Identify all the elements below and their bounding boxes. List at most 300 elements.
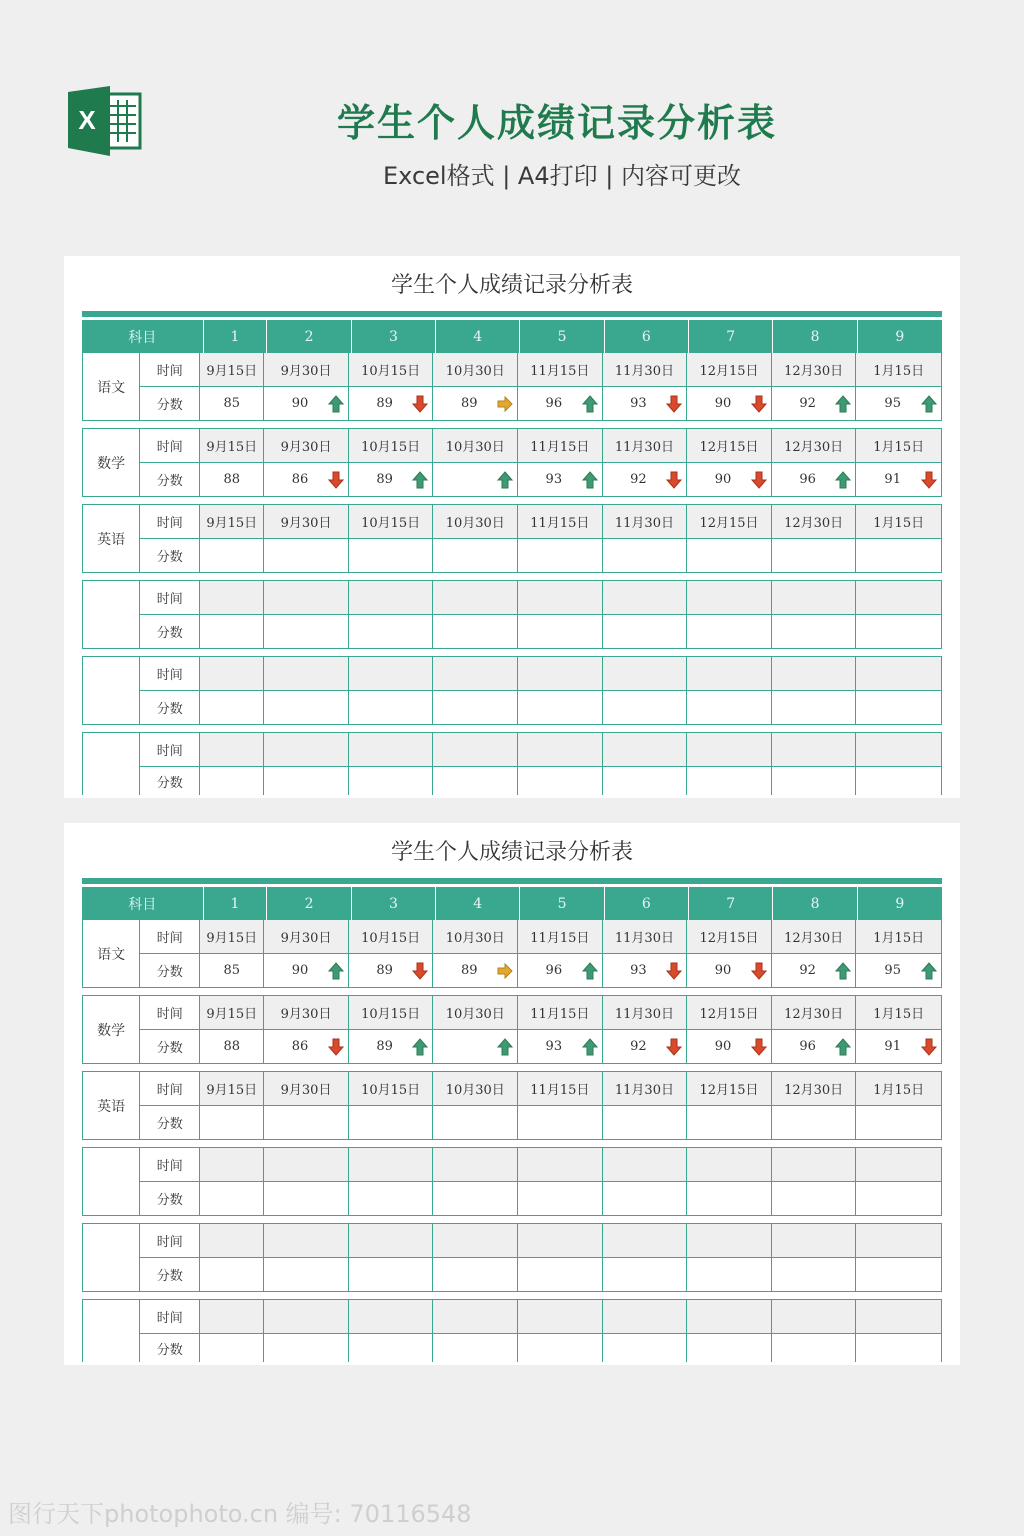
- date-cell[interactable]: [264, 733, 349, 766]
- score-cell[interactable]: [856, 1182, 941, 1215]
- date-cell[interactable]: [772, 657, 857, 690]
- trend-down-icon: [751, 962, 767, 980]
- score-cell[interactable]: [264, 1334, 349, 1362]
- date-cell[interactable]: [772, 1300, 857, 1333]
- score-row: [140, 1029, 941, 1063]
- date-cell[interactable]: [687, 1300, 772, 1333]
- date-cell[interactable]: [518, 581, 603, 614]
- score-cell[interactable]: [264, 539, 349, 572]
- score-cell[interactable]: [349, 615, 434, 648]
- score-value: 92: [630, 472, 647, 487]
- score-table: [82, 320, 942, 795]
- date-cell[interactable]: [200, 657, 264, 690]
- score-cell[interactable]: [264, 463, 349, 496]
- score-cell[interactable]: [518, 1182, 603, 1215]
- date-cell[interactable]: [264, 1300, 349, 1333]
- date-cell[interactable]: [856, 1224, 941, 1257]
- score-row: [140, 1333, 941, 1362]
- score-cell[interactable]: [687, 387, 772, 420]
- score-cell[interactable]: [518, 767, 603, 795]
- score-cell[interactable]: [856, 767, 941, 795]
- score-cell[interactable]: [200, 1030, 264, 1063]
- date-cell[interactable]: [200, 581, 264, 614]
- date-value: 10月30日: [445, 1007, 505, 1022]
- header-col: 2: [267, 320, 351, 353]
- date-cell[interactable]: [433, 581, 518, 614]
- score-row: [140, 538, 941, 572]
- subject-name: 英语: [83, 1072, 140, 1139]
- trend-up-icon: [835, 471, 851, 489]
- date-cell[interactable]: [687, 581, 772, 614]
- score-cell[interactable]: [349, 767, 434, 795]
- score-row: [140, 1181, 941, 1215]
- date-value: 12月15日: [699, 1083, 759, 1098]
- score-cell[interactable]: [433, 1182, 518, 1215]
- score-cell[interactable]: [772, 1334, 857, 1362]
- date-value: 9月30日: [280, 440, 332, 455]
- score-cell[interactable]: [603, 1334, 688, 1362]
- score-cell[interactable]: [772, 767, 857, 795]
- score-cell[interactable]: [200, 1106, 264, 1139]
- date-cell[interactable]: [687, 657, 772, 690]
- score-cell[interactable]: [200, 691, 264, 724]
- subject-group: [82, 1147, 942, 1216]
- date-value: 9月15日: [206, 364, 258, 379]
- score-cell[interactable]: [349, 1106, 434, 1139]
- score-cell[interactable]: [603, 1258, 688, 1291]
- date-cell[interactable]: [603, 657, 688, 690]
- score-cell[interactable]: [687, 1258, 772, 1291]
- date-value: 12月15日: [699, 1007, 759, 1022]
- trend-down-icon: [921, 1038, 937, 1056]
- date-cell[interactable]: [349, 733, 434, 766]
- score-cell[interactable]: [687, 1106, 772, 1139]
- date-cell[interactable]: [687, 733, 772, 766]
- date-cell[interactable]: [200, 1224, 264, 1257]
- date-cell[interactable]: [200, 1300, 264, 1333]
- date-cell[interactable]: [772, 505, 857, 538]
- date-cell[interactable]: [264, 1148, 349, 1181]
- date-cell[interactable]: [772, 1224, 857, 1257]
- date-cell[interactable]: [433, 1224, 518, 1257]
- date-cell[interactable]: [603, 1072, 688, 1105]
- date-cell[interactable]: [856, 996, 941, 1029]
- time-label: 时间: [140, 1300, 200, 1333]
- date-cell[interactable]: [264, 996, 349, 1029]
- score-cell[interactable]: [518, 1106, 603, 1139]
- date-value: 1月15日: [873, 1007, 925, 1022]
- trend-down-icon: [412, 962, 428, 980]
- header-subject: 科目: [82, 320, 204, 353]
- date-cell[interactable]: [856, 429, 941, 462]
- time-row: [140, 920, 941, 953]
- time-row: [140, 657, 941, 690]
- date-cell[interactable]: [200, 920, 264, 953]
- score-cell[interactable]: [856, 463, 941, 496]
- date-cell[interactable]: [433, 1072, 518, 1105]
- date-value: 10月15日: [361, 364, 421, 379]
- date-cell[interactable]: [687, 353, 772, 386]
- score-label: 分数: [140, 767, 200, 795]
- score-cell[interactable]: [349, 1030, 434, 1063]
- date-cell[interactable]: [856, 505, 941, 538]
- header-col: 1: [204, 320, 268, 353]
- date-cell[interactable]: [687, 1148, 772, 1181]
- score-cell[interactable]: [687, 539, 772, 572]
- score-cell[interactable]: [687, 767, 772, 795]
- date-cell[interactable]: [200, 996, 264, 1029]
- score-cell[interactable]: [687, 1334, 772, 1362]
- date-cell[interactable]: [856, 581, 941, 614]
- date-cell[interactable]: [687, 996, 772, 1029]
- subject-name: 语文: [83, 353, 140, 420]
- subject-name: 数学: [83, 996, 140, 1063]
- date-cell[interactable]: [264, 657, 349, 690]
- date-cell[interactable]: [433, 505, 518, 538]
- score-cell[interactable]: [200, 767, 264, 795]
- score-cell[interactable]: [603, 463, 688, 496]
- score-cell[interactable]: [518, 539, 603, 572]
- time-row: [140, 1224, 941, 1257]
- date-cell[interactable]: [687, 429, 772, 462]
- trend-down-icon: [328, 1038, 344, 1056]
- header-subject: 科目: [82, 887, 204, 920]
- score-cell[interactable]: [264, 1182, 349, 1215]
- score-cell[interactable]: [518, 463, 603, 496]
- subject-group: [82, 504, 942, 573]
- time-label: 时间: [140, 1224, 200, 1257]
- score-cell[interactable]: [349, 539, 434, 572]
- score-cell[interactable]: [687, 691, 772, 724]
- score-cell[interactable]: [518, 1030, 603, 1063]
- score-cell[interactable]: [264, 387, 349, 420]
- score-cell[interactable]: [433, 615, 518, 648]
- score-cell[interactable]: [856, 1106, 941, 1139]
- subject-name: 语文: [83, 920, 140, 987]
- score-cell[interactable]: [433, 767, 518, 795]
- score-cell[interactable]: [264, 691, 349, 724]
- date-cell[interactable]: [856, 353, 941, 386]
- score-cell[interactable]: [200, 463, 264, 496]
- score-cell[interactable]: [349, 463, 434, 496]
- score-cell[interactable]: [264, 767, 349, 795]
- score-row: [140, 386, 941, 420]
- date-cell[interactable]: [433, 657, 518, 690]
- score-cell[interactable]: [603, 539, 688, 572]
- score-label: 分数: [140, 539, 200, 572]
- score-cell[interactable]: [603, 387, 688, 420]
- time-row: [140, 353, 941, 386]
- score-cell[interactable]: [200, 954, 264, 987]
- score-cell[interactable]: [856, 1258, 941, 1291]
- score-cell[interactable]: [433, 1334, 518, 1362]
- score-cell[interactable]: [349, 691, 434, 724]
- trend-up-icon: [582, 1038, 598, 1056]
- time-label: 时间: [140, 353, 200, 386]
- date-value: 11月30日: [614, 440, 674, 455]
- score-cell[interactable]: [518, 615, 603, 648]
- score-cell[interactable]: [433, 387, 518, 420]
- date-cell[interactable]: [349, 581, 434, 614]
- score-value: 90: [714, 396, 732, 411]
- score-cell[interactable]: [856, 1334, 941, 1362]
- time-label: 时间: [140, 505, 200, 538]
- trend-down-icon: [666, 395, 682, 413]
- score-cell[interactable]: [518, 387, 603, 420]
- date-cell[interactable]: [856, 920, 941, 953]
- score-cell[interactable]: [518, 1258, 603, 1291]
- trend-down-icon: [666, 1038, 682, 1056]
- score-cell[interactable]: [772, 1106, 857, 1139]
- score-cell[interactable]: [264, 1106, 349, 1139]
- date-cell[interactable]: [772, 996, 857, 1029]
- score-cell[interactable]: [856, 691, 941, 724]
- date-cell[interactable]: [518, 429, 603, 462]
- score-cell[interactable]: [687, 615, 772, 648]
- date-cell[interactable]: [264, 1224, 349, 1257]
- time-label: 时间: [140, 429, 200, 462]
- trend-down-icon: [666, 471, 682, 489]
- date-cell[interactable]: [518, 1148, 603, 1181]
- date-cell[interactable]: [349, 429, 434, 462]
- score-cell[interactable]: [603, 615, 688, 648]
- date-cell[interactable]: [433, 920, 518, 953]
- logo-letter: X: [78, 105, 96, 135]
- header-col: 7: [689, 320, 773, 353]
- date-cell[interactable]: [264, 353, 349, 386]
- date-cell[interactable]: [349, 353, 434, 386]
- date-cell[interactable]: [856, 1300, 941, 1333]
- score-cell[interactable]: [433, 954, 518, 987]
- score-cell[interactable]: [603, 1030, 688, 1063]
- subject-group: [82, 732, 942, 795]
- watermark-text: 图行天下photophoto.cn 编号: 70116548: [8, 1500, 472, 1528]
- date-cell[interactable]: [603, 429, 688, 462]
- page-subtitle: Excel格式 | A4打印 | 内容可更改: [383, 162, 741, 190]
- date-cell[interactable]: [772, 1148, 857, 1181]
- score-cell[interactable]: [264, 1030, 349, 1063]
- date-cell[interactable]: [518, 1224, 603, 1257]
- score-cell[interactable]: [772, 691, 857, 724]
- score-cell[interactable]: [518, 1334, 603, 1362]
- date-cell[interactable]: [603, 996, 688, 1029]
- score-cell[interactable]: [603, 691, 688, 724]
- score-cell[interactable]: [687, 1030, 772, 1063]
- score-cell[interactable]: [200, 1334, 264, 1362]
- score-cell[interactable]: [349, 387, 434, 420]
- date-cell[interactable]: [349, 1224, 434, 1257]
- date-cell[interactable]: [518, 1300, 603, 1333]
- score-cell[interactable]: [603, 1182, 688, 1215]
- score-cell[interactable]: [433, 539, 518, 572]
- date-cell[interactable]: [264, 429, 349, 462]
- date-cell[interactable]: [687, 1224, 772, 1257]
- date-cell[interactable]: [349, 1148, 434, 1181]
- date-cell[interactable]: [349, 657, 434, 690]
- date-cell[interactable]: [772, 733, 857, 766]
- date-value: 1月15日: [873, 516, 925, 531]
- score-cell[interactable]: [856, 615, 941, 648]
- date-cell[interactable]: [349, 920, 434, 953]
- header-col: 8: [773, 320, 857, 353]
- date-cell[interactable]: [433, 1148, 518, 1181]
- score-cell[interactable]: [264, 954, 349, 987]
- date-cell[interactable]: [264, 505, 349, 538]
- score-cell[interactable]: [772, 954, 857, 987]
- trend-down-icon: [751, 471, 767, 489]
- score-cell[interactable]: [433, 463, 518, 496]
- date-cell[interactable]: [200, 505, 264, 538]
- score-cell[interactable]: [772, 1258, 857, 1291]
- date-cell[interactable]: [200, 429, 264, 462]
- score-label: 分数: [140, 1030, 200, 1063]
- date-value: 12月30日: [784, 364, 844, 379]
- score-cell[interactable]: [603, 1106, 688, 1139]
- score-cell[interactable]: [518, 691, 603, 724]
- header-col: 7: [689, 887, 773, 920]
- date-cell[interactable]: [349, 505, 434, 538]
- date-cell[interactable]: [772, 353, 857, 386]
- date-cell[interactable]: [433, 429, 518, 462]
- date-cell[interactable]: [856, 733, 941, 766]
- date-cell[interactable]: [603, 1300, 688, 1333]
- score-cell[interactable]: [264, 1258, 349, 1291]
- score-value: 95: [884, 963, 901, 978]
- date-value: 10月15日: [361, 1083, 421, 1098]
- score-cell[interactable]: [264, 615, 349, 648]
- date-value: 11月15日: [530, 440, 590, 455]
- score-cell[interactable]: [772, 387, 857, 420]
- date-cell[interactable]: [603, 1148, 688, 1181]
- score-cell[interactable]: [349, 1334, 434, 1362]
- date-value: 9月15日: [206, 1083, 258, 1098]
- score-cell[interactable]: [200, 387, 264, 420]
- score-cell[interactable]: [433, 1030, 518, 1063]
- date-cell[interactable]: [518, 733, 603, 766]
- score-cell[interactable]: [772, 615, 857, 648]
- date-cell[interactable]: [433, 353, 518, 386]
- date-cell[interactable]: [200, 1072, 264, 1105]
- score-cell[interactable]: [200, 1258, 264, 1291]
- date-cell[interactable]: [518, 657, 603, 690]
- date-cell[interactable]: [603, 733, 688, 766]
- score-value: 93: [545, 472, 563, 487]
- score-cell[interactable]: [603, 767, 688, 795]
- score-cell[interactable]: [687, 954, 772, 987]
- score-value: 92: [630, 1039, 647, 1054]
- date-cell[interactable]: [200, 1148, 264, 1181]
- date-cell[interactable]: [687, 1072, 772, 1105]
- score-cell[interactable]: [433, 1258, 518, 1291]
- score-cell[interactable]: [772, 1030, 857, 1063]
- score-row: [140, 462, 941, 496]
- score-label: 分数: [140, 691, 200, 724]
- score-cell[interactable]: [518, 954, 603, 987]
- trend-down-icon: [412, 395, 428, 413]
- score-cell[interactable]: [687, 463, 772, 496]
- score-cell[interactable]: [772, 463, 857, 496]
- trend-up-icon: [582, 395, 598, 413]
- date-cell[interactable]: [518, 353, 603, 386]
- date-cell[interactable]: [349, 1072, 434, 1105]
- score-label: 分数: [140, 1258, 200, 1291]
- date-value: 12月30日: [784, 1007, 844, 1022]
- subject-name: [83, 733, 140, 795]
- score-cell[interactable]: [687, 1182, 772, 1215]
- date-cell[interactable]: [772, 920, 857, 953]
- date-cell[interactable]: [518, 920, 603, 953]
- date-value: 11月15日: [530, 1007, 590, 1022]
- date-cell[interactable]: [433, 996, 518, 1029]
- date-cell[interactable]: [687, 920, 772, 953]
- date-value: 12月15日: [699, 516, 759, 531]
- score-cell[interactable]: [200, 615, 264, 648]
- date-cell[interactable]: [518, 1072, 603, 1105]
- score-cell[interactable]: [856, 387, 941, 420]
- date-cell[interactable]: [856, 1072, 941, 1105]
- date-value: 9月15日: [206, 931, 258, 946]
- time-label: 时间: [140, 1148, 200, 1181]
- date-cell[interactable]: [433, 1300, 518, 1333]
- time-label: 时间: [140, 996, 200, 1029]
- score-cell[interactable]: [772, 539, 857, 572]
- date-cell[interactable]: [772, 429, 857, 462]
- score-cell[interactable]: [200, 539, 264, 572]
- date-cell[interactable]: [603, 1224, 688, 1257]
- date-cell[interactable]: [349, 1300, 434, 1333]
- date-cell[interactable]: [433, 733, 518, 766]
- trend-up-icon: [328, 395, 344, 413]
- date-cell[interactable]: [264, 1072, 349, 1105]
- score-cell[interactable]: [349, 1258, 434, 1291]
- date-cell[interactable]: [856, 1148, 941, 1181]
- date-cell[interactable]: [603, 505, 688, 538]
- date-cell[interactable]: [603, 581, 688, 614]
- sheet-title: 学生个人成绩记录分析表: [390, 273, 633, 298]
- score-value: 90: [714, 963, 732, 978]
- time-row: [140, 1072, 941, 1105]
- score-cell[interactable]: [349, 1182, 434, 1215]
- score-cell[interactable]: [772, 1182, 857, 1215]
- sheet-title-bar: [82, 878, 942, 884]
- date-cell[interactable]: [687, 505, 772, 538]
- score-cell[interactable]: [433, 691, 518, 724]
- score-cell[interactable]: [200, 1182, 264, 1215]
- score-cell[interactable]: [433, 1106, 518, 1139]
- date-cell[interactable]: [856, 657, 941, 690]
- score-cell[interactable]: [603, 954, 688, 987]
- date-cell[interactable]: [349, 996, 434, 1029]
- score-cell[interactable]: [856, 539, 941, 572]
- trend-up-icon: [497, 471, 513, 489]
- date-cell[interactable]: [264, 920, 349, 953]
- trend-up-icon: [582, 962, 598, 980]
- date-cell[interactable]: [518, 996, 603, 1029]
- subject-group: [82, 428, 942, 497]
- date-cell[interactable]: [603, 920, 688, 953]
- date-cell[interactable]: [518, 505, 603, 538]
- time-label: 时间: [140, 1072, 200, 1105]
- score-cell[interactable]: [856, 954, 941, 987]
- score-cell[interactable]: [856, 1030, 941, 1063]
- date-cell[interactable]: [772, 581, 857, 614]
- date-cell[interactable]: [603, 353, 688, 386]
- date-cell[interactable]: [200, 353, 264, 386]
- date-cell[interactable]: [772, 1072, 857, 1105]
- score-cell[interactable]: [349, 954, 434, 987]
- date-cell[interactable]: [264, 581, 349, 614]
- date-cell[interactable]: [200, 733, 264, 766]
